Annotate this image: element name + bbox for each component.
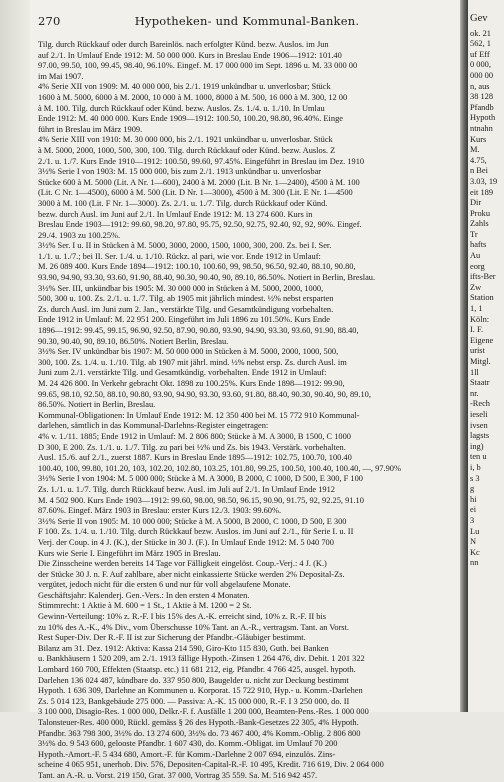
adjacent-text-fragment: 38 128 xyxy=(470,92,494,102)
text-line: 1896—1912: 99.45, 99.15, 96.90, 92.50, 87.90, 90.80, 93.90, 94.90, 93.30, 93.60, 91.90, 88.40, xyxy=(38,326,359,336)
adjacent-text-fragment: Au xyxy=(470,251,481,261)
adjacent-text-fragment: 4.75, xyxy=(470,155,487,165)
adjacent-text-fragment: 000 00 xyxy=(470,70,494,80)
adjacent-text-fragment: ivsen xyxy=(470,420,488,430)
text-line: im Mai 1907. xyxy=(38,71,84,81)
text-line: auf 2./1. In Umlauf Ende 1912: M. 50 000 000. Kurs in Breslau Ende 1906—1912: 101.40 xyxy=(38,50,342,60)
text-line: à M. 100. Tilg. durch Rückkauf oder Künd. bezw. Auslos. Zs. 1./4. u. 1./10. In Umlau xyxy=(38,103,325,113)
text-line: Talonsteuer-Res. 400 000, Rückl. gemäss § 26 des Hypoth.-Bank-Gesetzes 22 305, 4% Hypoth. xyxy=(38,718,359,727)
adjacent-text-fragment: eorg xyxy=(470,261,485,271)
text-line: 300, 100. Zs. 1./4. u. 1./10. Tilg. ab 1907 mit jährl. mind. ½% nebst ersp. Zs. durch Ausl. im xyxy=(38,357,347,367)
text-line: Juni zum 2./1. verstärkte Tilg. und Gesamtkündig. vorbehalten. Ende 1912 in Umlauf: xyxy=(38,368,327,378)
text-line: Ausl. 15./6. auf 2./1., zuerst 1887. Kurs in Breslau Ende 1895—1912: 102.75, 100.70, 100.40 xyxy=(38,453,352,463)
document-page xyxy=(30,0,460,780)
text-line: 4% Serie XII von 1909: M. 40 000 000, bis 2./1. 1919 unkündbar u. unverlosbar; Stück xyxy=(38,82,331,92)
adjacent-text-fragment: I. F. xyxy=(470,325,484,335)
adjacent-text-fragment: 3.03, 19 xyxy=(470,176,498,186)
text-line: Pfandbr. 363 798 300, 3½% do. 13 274 600, 3½% do. 73 467 400, 4% Komm.-Oblig. 2 806 800 xyxy=(38,728,361,738)
text-line: Stücke 600 à M. 5000 (Lit. A Nr. 1—600), 2400 à M. 2000 (Lit. B Nr. 1—2400), 4500 à M. 100 xyxy=(38,177,360,187)
text-line: Geschäftsjahr: Kalenderj. Gen.-Vers.: In den ersten 4 Monaten. xyxy=(38,590,250,600)
text-line: Lombard 160 700, Effekten (Staatsp. etc.) 11 681 212, eig. Pfandbr. 4 766 425, ausgel. hypoth. xyxy=(38,665,356,675)
text-line: zu 10% des A.-K., 4% Div., vom Überschusse 10% Tant. an A.-R., vertragsm. Tant. an Vorst. xyxy=(38,622,349,632)
text-line: Zs. 1./1. u. 1./7. Tilg. durch Rückkauf bezw. Ausl. im Juli auf 2./1. In Umlauf Ende 1912 xyxy=(38,484,335,494)
adjacent-text-fragment: Zahls xyxy=(470,219,489,229)
adjacent-text-fragment: urist xyxy=(470,346,485,356)
adjacent-text-fragment: Proku xyxy=(470,208,491,218)
text-line: M. 26 089 400. Kurs Ende 1894—1912: 100.10, 100.60, 99, 98.50, 96.50, 92.40, 88.10, 90.80, xyxy=(38,262,356,272)
adjacent-text-fragment: hi xyxy=(470,494,477,504)
text-line: 3½% Serie I von 1903: M. 15 000 000, bis zum 2./1. 1913 unkündbar u. unverlosbar xyxy=(38,167,322,177)
adjacent-text-fragment: Tr xyxy=(470,229,478,239)
adjacent-text-fragment: Gev xyxy=(470,13,488,24)
text-line: 3½% Serie I von 1904: M. 5 000 000; Stücke à M. A 3000, B 2000, C 1000, D 500, E 300, F 100 xyxy=(38,474,363,484)
text-line: Kommunal-Obligationen: In Umlauf Ende 1912: M. 12 350 400 bei M. 15 772 910 Kommunal- xyxy=(38,410,360,420)
text-line: F 100. Zs. 1./4. u. 1./10. Tilg. durch Rückkauf bezw. Auslos. im Juni auf 2./1., für Serie I. u. II xyxy=(38,527,354,537)
text-line: M. 4 502 900. Kurs Ende 1903—1912: 99.60, 98.00, 98.50, 96.15, 90.90, 91.75, 92, 92.25, 91.10 xyxy=(38,495,364,505)
adjacent-text-fragment: Hypoth xyxy=(470,113,496,123)
text-line: führt in Breslau im März 1909. xyxy=(38,124,143,134)
adjacent-text-fragment: n Bei xyxy=(470,166,488,176)
adjacent-text-fragment: i, b xyxy=(470,462,481,472)
text-line: 3000 à M. 100 (Lit. F Nr. 1—3000). Zs. 2./1. u. 1./7. Tilg. durch Rückkauf oder Künd. xyxy=(38,198,328,208)
text-line: Kurs wie Serie I. Eingeführt im März 1905 in Breslau. xyxy=(38,548,221,558)
adjacent-text-fragment: M. xyxy=(470,145,480,155)
text-line: 87.60%. Eingef. März 1903 in Breslau: erster Kurs 12./3. 1903: 99.60%. xyxy=(38,506,282,516)
text-line: Tant. an A.-R. u. Vorst. 219 150, Grat. 37 000, Vortrag 35 559. Sa. M. 516 942 457. xyxy=(38,770,318,780)
text-line: der Stücke 30 J. n. F. Auf zahlbare, aber nicht einkassierte Stücke werden 2% Deposital-Zs. xyxy=(38,569,345,579)
adjacent-text-fragment: g xyxy=(470,484,475,494)
adjacent-text-fragment: eit 189 xyxy=(470,187,494,197)
text-line: 90.30, 90.40, 90, 89.10, 86.50%. Notiert Berlin, Breslau. xyxy=(38,336,229,346)
adjacent-text-fragment: ten u xyxy=(470,452,487,462)
text-line: 100.40, 100, 99.80, 101.20, 103, 102.20, 102.80, 103.25, 101.80, 99.25, 100.50, 100.40, 100.40, —, 97.90% xyxy=(38,463,401,473)
adjacent-text-fragment: Station xyxy=(470,293,494,303)
adjacent-text-fragment: -Rech xyxy=(470,399,490,409)
adjacent-text-fragment: Kurs xyxy=(470,134,487,144)
text-line: D 300, E 200. Zs. 1./1. u. 1./7. Tilg. zu pari bei ½% und Zs. bis 1943. Verstärk. vorbehalten. xyxy=(38,442,346,452)
adjacent-text-fragment: n, aus xyxy=(470,81,490,91)
text-line: 93.90, 94.90, 93.30, 93.60, 91.90, 88.40, 90.30, 90.40, 90, 89.10, 86.50%. Notiert in Berlin, Breslau. xyxy=(38,273,376,283)
text-line: Die Zinsscheine werden bereits 14 Tage vor Fälligkeit eingelöst. Coup.-Verj.: 4 J. (K.) xyxy=(38,559,327,569)
text-line: darlehen, sämtlich in das Kommunal-Darlehns-Register eingetragen: xyxy=(38,421,269,431)
adjacent-text-fragment: ei xyxy=(470,505,477,515)
text-line: à M. 5000, 2000, 1000, 500, 300, 100. Tilg. durch Rückkauf oder Künd. bezw. Auslos. Z xyxy=(38,145,336,155)
adjacent-text-fragment: Köln: xyxy=(470,314,490,324)
adjacent-text-fragment: nn xyxy=(470,558,479,568)
adjacent-text-fragment: 1, 1 xyxy=(470,304,483,314)
text-line: Verj. der Coup. in 4 J. (K.), der Stücke in 30 J. (F.). In Umlauf Ende 1912: M. 5 040 700 xyxy=(38,537,334,547)
adjacent-text-fragment: Mitgl. xyxy=(470,357,491,366)
text-line: u. Bankhäusern 1 520 209, am 2./1. 1913 fällige Hypoth.-Zinsen 1 264 476, div. Debit. 1 201 322 xyxy=(38,654,365,664)
text-line: 97.00, 99.50, 100, 99.45, 98.40, 96.10%. Eingef. M. 17 000 000 im Sept. 1896 u. M. 33 000 00 xyxy=(38,61,358,71)
adjacent-text-fragment: 0 000, xyxy=(470,60,491,70)
text-line: 4% v. 1./11. 1885; Ende 1912 in Umlauf: M. 2 806 800; Stücke à M. A 3000, B 1500, C 1000 xyxy=(38,431,351,441)
text-line: (Lit. C Nr. 1—4500), 6000 à M. 500 (Lit. D Nr. 1—3000), 4500 à M. 300 (Lit. E Nr. 1—4500 xyxy=(38,188,353,198)
text-line: 99.65, 98.10, 92.50, 88.10, 90.80, 93.90, 94.90, 93.30, 93.60, 91.80, 88.40, 90.30, 90.40, 90, 89.10, xyxy=(38,389,371,399)
text-line: 500, 300 u. 100. Zs. 2./1. u. 1./7. Tilg. ab 1905 mit jährlich mindest. ½% nebst ersparten xyxy=(38,294,334,304)
text-line: 3½% Serie II von 1905: M. 10 000 000; Stücke à M. A 5000, B 2000, C 1000, D 500, E 300 xyxy=(38,516,347,526)
text-line: Gewinn-Verteilung: 10% z. R.-F. I bis 15% des A.-K. erreicht sind, 10% z. R.-F. II bis xyxy=(38,612,327,622)
text-line: Ende 1912 in Umlauf: M. 22 951 200. Eingeführt im Juli 1896 zu 101.50%. Kurs Ende xyxy=(38,315,330,325)
text-line: Stimmrecht: 1 Aktie à M. 600 = 1 St., 1 Aktie à M. 1200 = 2 St. xyxy=(38,601,252,611)
text-line: 29./4. 1903 zu 100.25%. xyxy=(38,230,121,240)
text-line: vergütet, jedoch nicht für die ersten 6 und nur für voll abgelaufene Monate. xyxy=(38,580,291,590)
text-line: 3½% Ser. IV unkündbar bis 1907: M. 50 000 000 in Stücken à M. 5000, 2000, 1000, 500, xyxy=(38,347,339,357)
text-line: Zs. 5 014 123, Bankgebäude 275 000. — Passiva: A.-K. 15 000 000, R.-F. I 3 250 000, do. II xyxy=(38,696,350,706)
adjacent-text-fragment: uf Eff xyxy=(470,49,490,59)
text-line: Breslau Ende 1903—1912: 99.60, 98.20, 97.80, 95.75, 92.50, 92.75, 92.40, 92, 92, 90%. Eingef. xyxy=(38,220,362,230)
adjacent-text-fragment: N xyxy=(470,537,477,547)
text-line: Rest Super-Div. Der R.-F. II ist zur Sicherung der Pfandbr.-Gläubiger bestimmt. xyxy=(38,633,306,643)
text-line: Hypoth.-Amort.-F. 5 434 680, Amort.-F. für Komm.-Darlehne 2 007 694, einzulös. Zins- xyxy=(38,749,336,759)
text-line: 86.50%. Notiert in Berlin, Breslau. xyxy=(38,400,156,410)
text-line: M. 24 426 800. In Verkehr gebracht Okt. 1898 zu 100.25%. Kurs Ende 1898—1912: 99.90, xyxy=(38,379,345,388)
text-line: scheine 4 065 951, unerhob. Div. 576, Depositen-Capital-R.-F. 10 495, Kredit. 716 619, Div. 2 064 000 xyxy=(38,760,384,770)
text-line: 4% Serie XIII von 1910: M. 30 000 000, bis 2./1. 1921 unkündbar u. unverlosbar. Stück xyxy=(38,135,333,145)
book-gutter xyxy=(460,0,468,712)
text-line: Zs. durch Ausl. im Juni zum 2. Jan., verstärkte Tilg. und Gesamtkündigung vorbehalten. xyxy=(38,304,334,314)
adjacent-text-fragment: ifts-Ber xyxy=(470,272,496,282)
running-title: Hypotheken- und Kommunal-Banken. xyxy=(134,14,360,28)
adjacent-text-fragment: Pfandb xyxy=(470,102,494,112)
adjacent-text-fragment: 3 xyxy=(470,515,475,525)
text-line: Bilanz am 31. Dez. 1912: Aktiva: Kassa 214 590, Giro-Kto 115 830, Guth. bei Banken xyxy=(38,643,329,653)
text-line: 3½% Ser. III, unkündbar bis 1905: M. 30 000 000 in Stücken à M. 5000, 2000, 1000, xyxy=(38,283,324,293)
text-line: Tilg. durch Rückkauf oder durch Bareinlös. nach erfolgter Künd. bezw. Auslos. im Jun xyxy=(38,40,329,49)
text-line: 3½% do. 9 543 600, gelooste Pfandbr. 1 607 430, do. Komm.-Obligat. im Umlauf 70 200 xyxy=(38,739,338,749)
text-line: 3½% Ser. I u. II in Stücken à M. 5000, 3000, 2000, 1500, 1000, 300, 200. Zs. bei I. Ser. xyxy=(38,241,332,251)
left-page-margin xyxy=(0,0,30,712)
text-line: 1600 à M. 5000, 6000 à M. 2000, 10 000 à M. 1000, 8000 à M. 500, 16 000 à M. 300, 12 00 xyxy=(38,92,348,102)
text-line: 2./1. u. 1./7. Kurs Ende 1910—1912: 100.50, 99.60, 97.45%. Eingeführt in Breslau im Dez. 1910 xyxy=(38,156,365,166)
adjacent-text-fragment: Zw xyxy=(470,282,482,292)
adjacent-text-fragment: ntnahn xyxy=(470,123,493,133)
adjacent-text-fragment: Lu xyxy=(470,526,480,536)
adjacent-text-fragment: Kc xyxy=(470,547,480,557)
adjacent-text-fragment: Eigene xyxy=(470,335,494,345)
body-text xyxy=(38,40,462,782)
page-number: 270 xyxy=(38,14,61,28)
adjacent-text-fragment: Staatr xyxy=(470,378,490,388)
adjacent-text-fragment: 1ll xyxy=(470,367,479,377)
adjacent-text-fragment: s 3 xyxy=(470,473,480,483)
text-line: 1./1. u. 1./7.; bei II. Ser. 1./4. u. 1./10. Rückz. al pari, wie vor. Ende 1912 in Umlauf: xyxy=(38,251,321,261)
adjacent-text-fragment: ok. 21 xyxy=(470,28,491,38)
adjacent-text-fragment: 562, 1 xyxy=(470,39,491,49)
adjacent-page-fragment xyxy=(468,0,504,712)
adjacent-text-fragment: lagsts xyxy=(470,431,490,441)
text-line: Hypoth. 1 636 309, Darlehne an Kommunen u. Korporat. 15 722 910, Hyp.- u. Komm.-Darlehen xyxy=(38,686,363,696)
text-line: 3 100 000, Disagio-Res. 1 000 000, Delkr.-F. f. Ausfälle 1 200 000, Beamten-Pens.-Res. 1 000 000 xyxy=(38,707,369,717)
text-line: Darlehen 136 024 487, kündbare do. 337 950 800, Baugelder u. nicht zur Deckung bestimmt xyxy=(38,675,349,685)
text-line: bezw. durch Ausl. im Juni auf 2./1. In Umlauf Ende 1912: M. 13 274 600. Kurs in xyxy=(38,209,313,219)
adjacent-text-fragment: hafts xyxy=(470,240,487,250)
adjacent-text-fragment: ing) xyxy=(470,441,484,451)
adjacent-text-fragment: Dir xyxy=(470,198,482,208)
text-line: Ende 1912: M. 40 000 000. Kurs Ende 1909—1912: 100.50, 100.20, 98.80, 96.40%. Einge xyxy=(38,114,343,124)
adjacent-text-fragment: ieseli xyxy=(470,409,488,419)
adjacent-text-fragment: nr. xyxy=(470,388,479,398)
